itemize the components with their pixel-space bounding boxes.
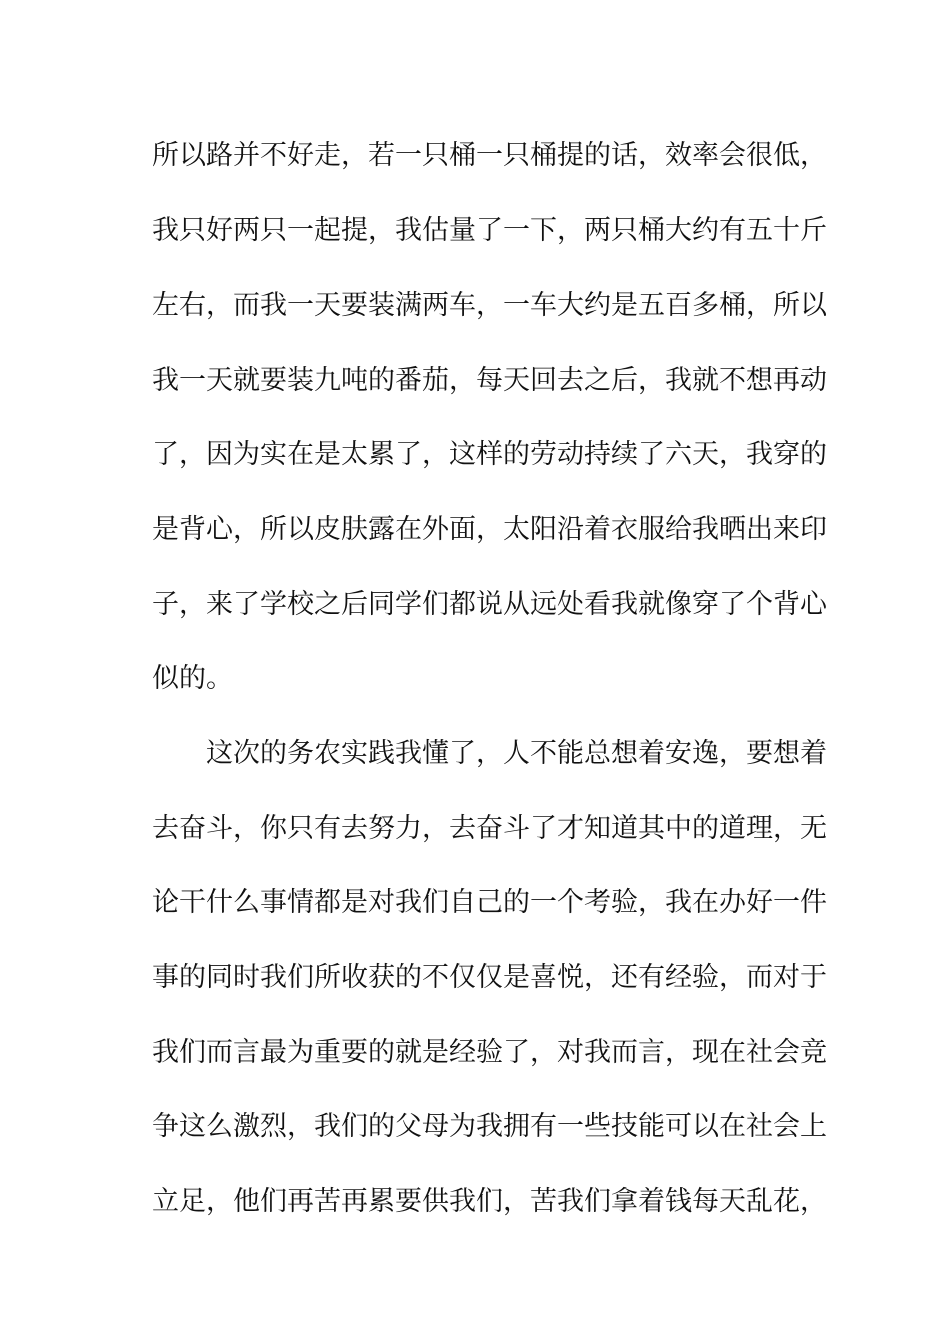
text-line: 立足，他们再苦再累要供我们，苦我们拿着钱每天乱花， <box>152 1186 827 1217</box>
text-line: 这次的务农实践我懂了，人不能总想着安逸，要想着 <box>152 738 827 769</box>
text-line: 左右，而我一天要装满两车，一车大约是五百多桶，所以 <box>152 290 827 321</box>
text-line: 事的同时我们所收获的不仅仅是喜悦，还有经验，而对于 <box>152 962 827 993</box>
text-line: 我只好两只一起提，我估量了一下，两只桶大约有五十斤 <box>152 215 827 246</box>
text-line: 去奋斗，你只有去努力，去奋斗了才知道其中的道理，无 <box>152 813 827 844</box>
text-line: 是背心，所以皮肤露在外面，太阳沿着衣服给我晒出来印 <box>152 514 827 545</box>
text-line: 我一天就要装九吨的番茄，每天回去之后，我就不想再动 <box>152 365 827 396</box>
text-line: 争这么激烈，我们的父母为我拥有一些技能可以在社会上 <box>152 1111 827 1142</box>
text-line: 似的。 <box>152 663 233 694</box>
text-line: 我们而言最为重要的就是经验了，对我而言，现在社会竞 <box>152 1037 827 1068</box>
text-line: 论干什么事情都是对我们自己的一个考验，我在办好一件 <box>152 887 827 918</box>
text-line: 所以路并不好走，若一只桶一只桶提的话，效率会很低， <box>152 140 827 171</box>
text-line: 子，来了学校之后同学们都说从远处看我就像穿了个背心 <box>152 589 827 620</box>
text-line: 了，因为实在是太累了，这样的劳动持续了六天，我穿的 <box>152 439 827 470</box>
